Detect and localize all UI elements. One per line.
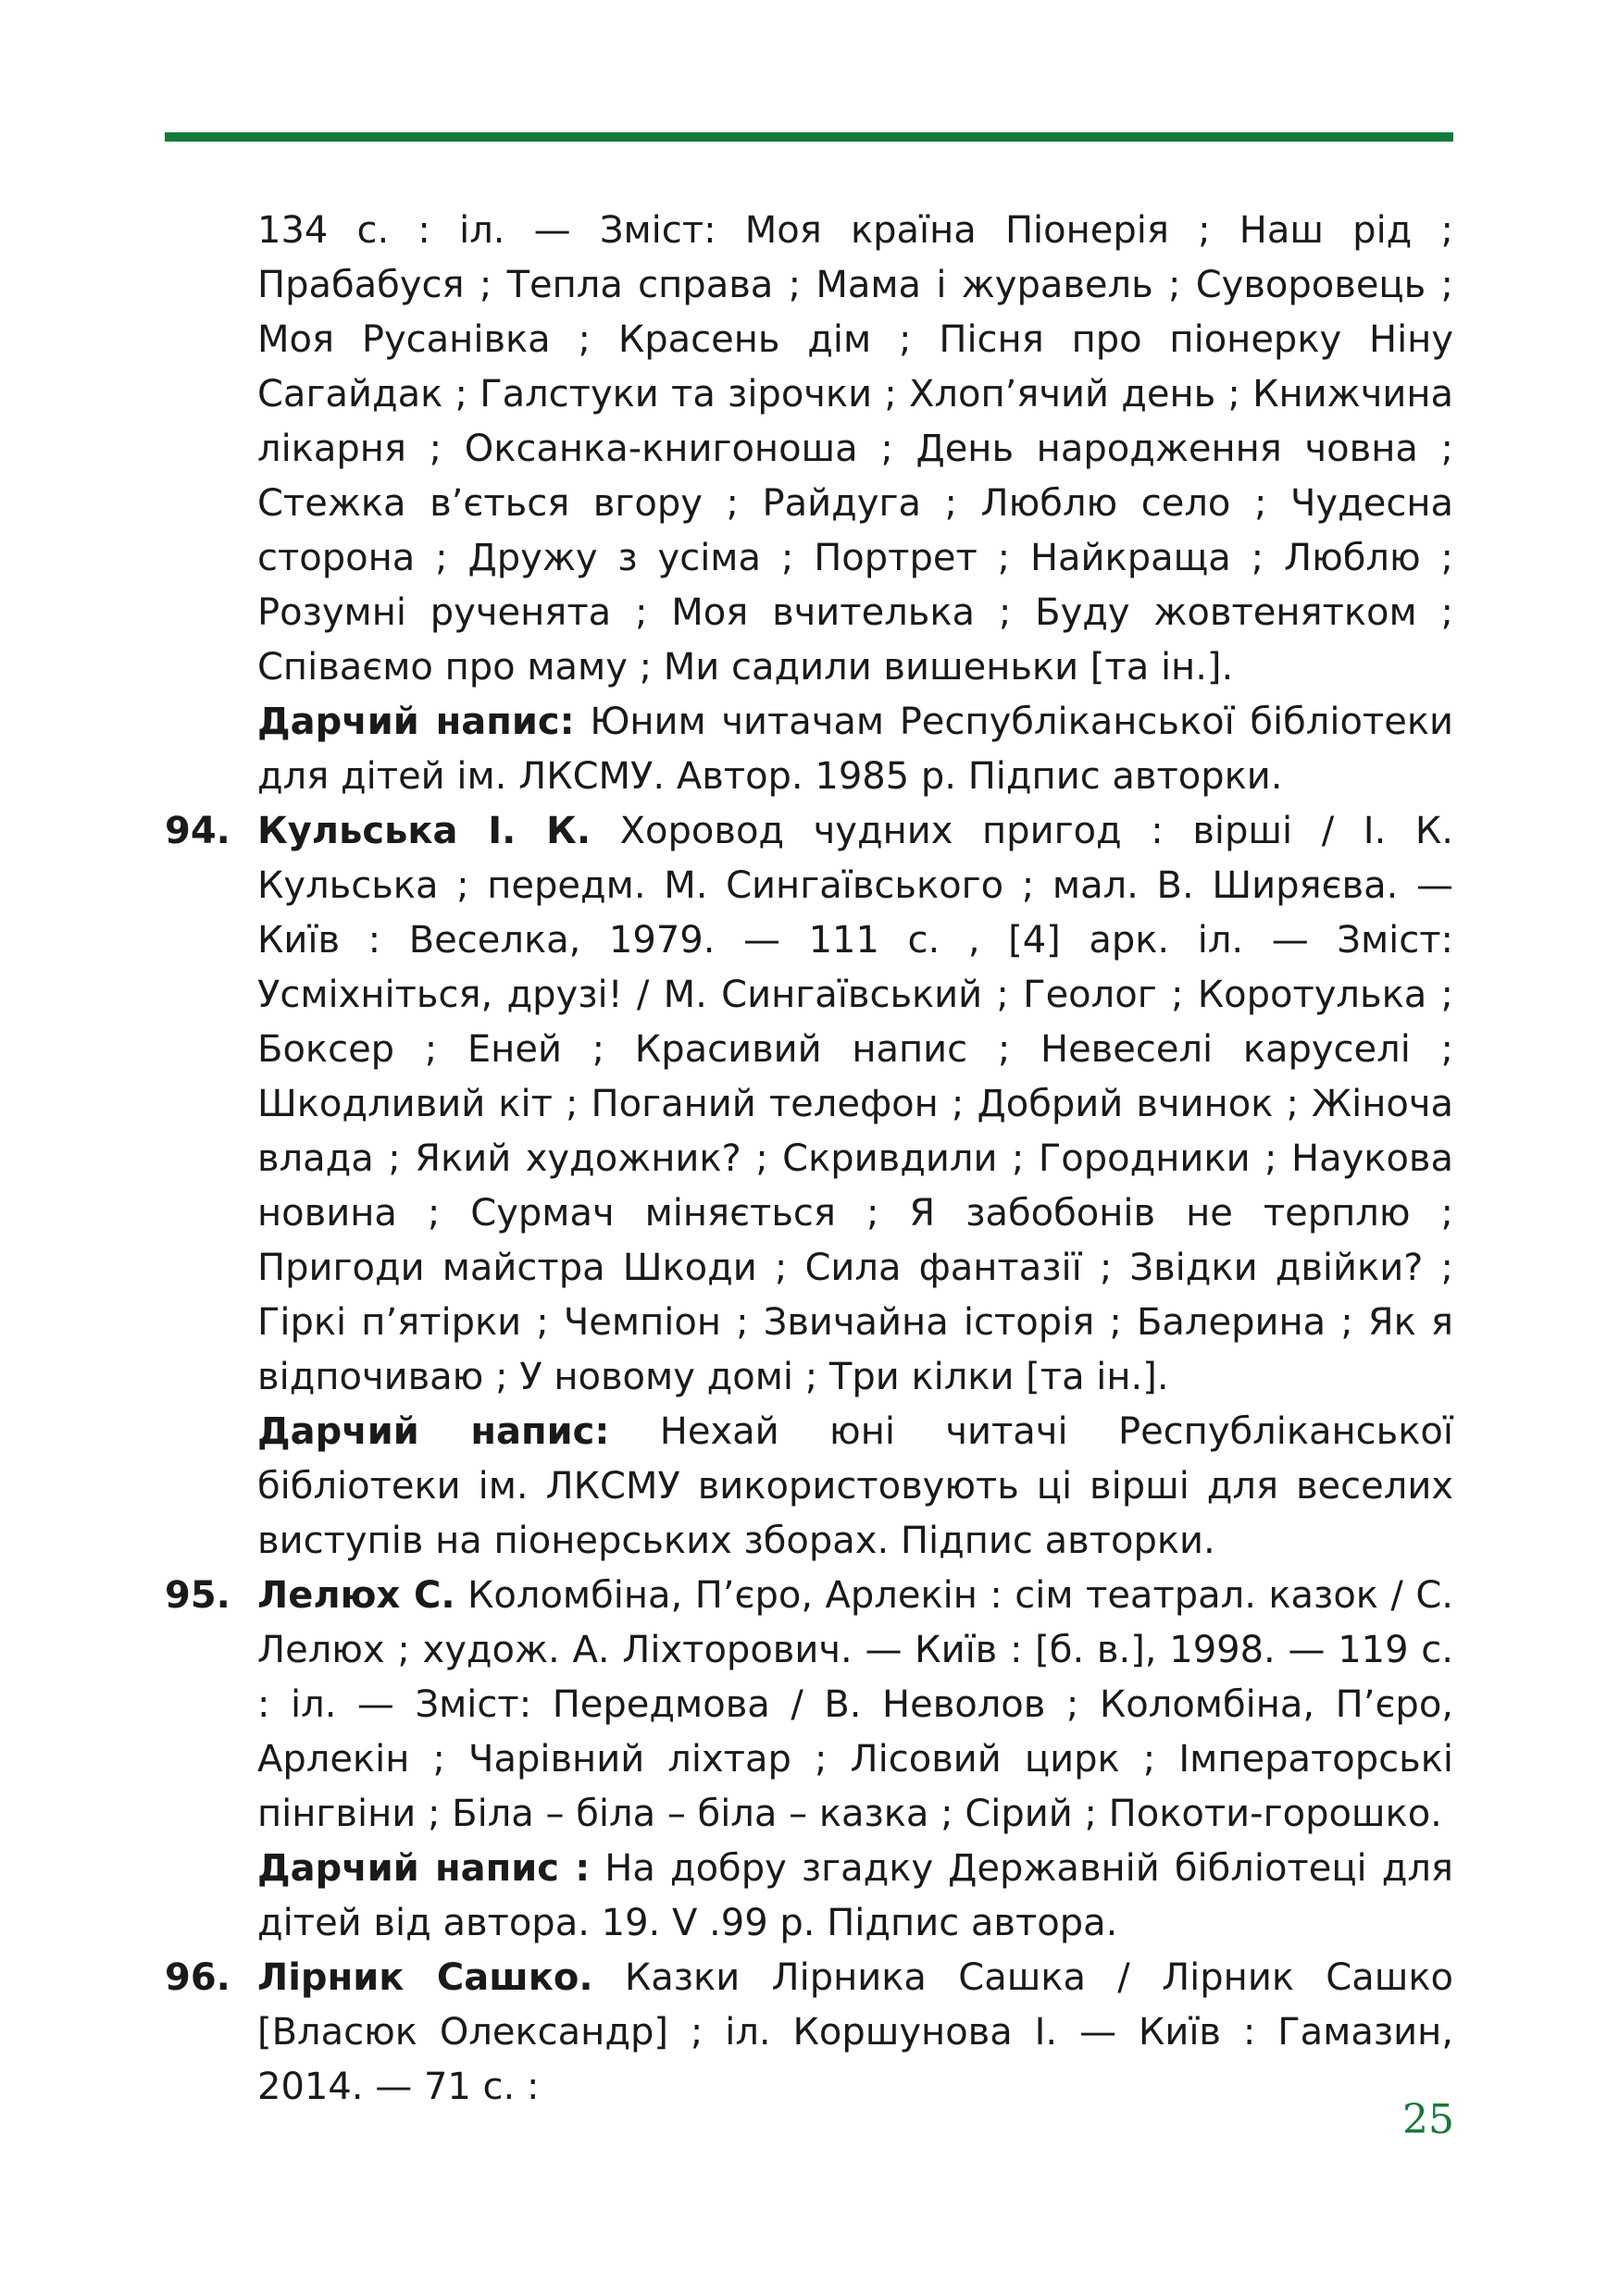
entry-93-inscription — [165, 695, 1453, 804]
entry-93-body: 134 с. : іл. — Зміст: Моя країна Піонерія ; Наш рід ; Прабабуся ; Тепла справа ; Мама і журавель ; Суворовець ; Моя Русанівка ; Красень дім ; Пісня про піонерку Ніну Сагайдак ; Галстуки та зірочки ; Хлоп’ячий день ; Книжчина лікарня ; Оксанка-книгоноша ; День народження човна ; Стежка в’ється вгору ; Райдуга ; Люблю село ; Чудесна сторона ; Дружу з усіма ; Портрет ; Найкраща ; Люблю ; Розумні рученята ; Моя вчителька ; Буду жовтенятком ; Співаємо про маму ; Ми садили вишеньки [та ін.]. — [257, 209, 1453, 689]
entry-96 — [165, 1951, 1453, 2115]
entry-95-inscription — [165, 1842, 1453, 1951]
entry-94-inscription — [165, 1405, 1453, 1569]
inscription-label: Дарчий напис: — [257, 701, 575, 743]
page-number: 25 — [1402, 2096, 1454, 2143]
entry-94 — [165, 804, 1453, 1569]
inscription-text: Нехай юні читачі Республіканської бібліотеки ім. ЛКСМУ використовують ці вірші для веселих виступів на піонерських зборах. Підпис авторки. — [257, 1410, 1453, 1562]
entry-description: Хоровод чудних пригод : вірші / І. К. Кульська ; передм. М. Сингаївського ; мал. В. Ширяєва. — Київ : Веселка, 1979. — 111 с. , [4] арк. іл. — Зміст: Усміхніться, друзі! / М. Сингаївський ; Геолог ; Коротулька ; Боксер ; Еней ; Красивий напис ; Невеселі каруселі ; Шкодливий кіт ; Поганий телефон ; Добрий вчинок ; Жіноча влада ; Який художник? ; Скривдили ; Городники ; Наукова новина ; Сурмач міняється ; Я забобонів не терплю ; Пригоди майстра Шкоди ; Сила фантазії ; Звідки двійки? ; Гіркі п’ятірки ; Чемпіон ; Звичайна історія ; Балерина ; Як я відпочиваю ; У новому домі ; Три кілки [та ін.]. — [257, 810, 1453, 1398]
inscription-label: Дарчий напис : — [257, 1847, 591, 1890]
entry-description: Коломбіна, П’єро, Арлекін : сім театрал. казок / С. Лелюх ; худож. А. Ліхторович. — Київ : [б. в.], 1998. — 119 с. : іл. — Зміст: Передмова / В. Неволов ; Коломбіна, П’єро, Арлекін ; Чарівний ліхтар ; Лісовий цирк ; Імператорські пінгвіни ; Біла – біла – біла – казка ; Сірий ; Покоти-горошко. — [257, 1574, 1454, 1835]
entry-number: 94. — [165, 810, 230, 852]
entry-93-continued — [165, 204, 1453, 804]
entry-95 — [165, 1569, 1453, 1951]
inscription-text: На добру згадку Державній бібліотеці для дітей від автора. 19. V .99 р. Підпис автора. — [257, 1847, 1453, 1944]
entry-author: Лелюх С. — [257, 1574, 455, 1617]
inscription-label: Дарчий напис: — [257, 1410, 610, 1453]
entry-author: Лірник Сашко. — [257, 1956, 593, 1999]
entry-author: Кульська І. К. — [257, 810, 592, 852]
entry-description: Казки Лірника Сашка / Лірник Сашко [Власюк Олександр] ; іл. Коршунова І. — Київ : Гамазин, 2014. — 71 с. : — [257, 1956, 1453, 2108]
entry-94-body — [165, 804, 1453, 1405]
entry-number: 95. — [165, 1574, 230, 1617]
entry-96-body — [165, 1951, 1453, 2115]
header-rule — [165, 132, 1453, 142]
entry-95-body — [165, 1569, 1453, 1842]
inscription-text: Юним читачам Республіканської бібліотеки для дітей ім. ЛКСМУ. Автор. 1985 р. Підпис авторки. — [257, 701, 1453, 798]
entry-number: 96. — [165, 1956, 230, 1999]
page-content — [165, 204, 1453, 2115]
